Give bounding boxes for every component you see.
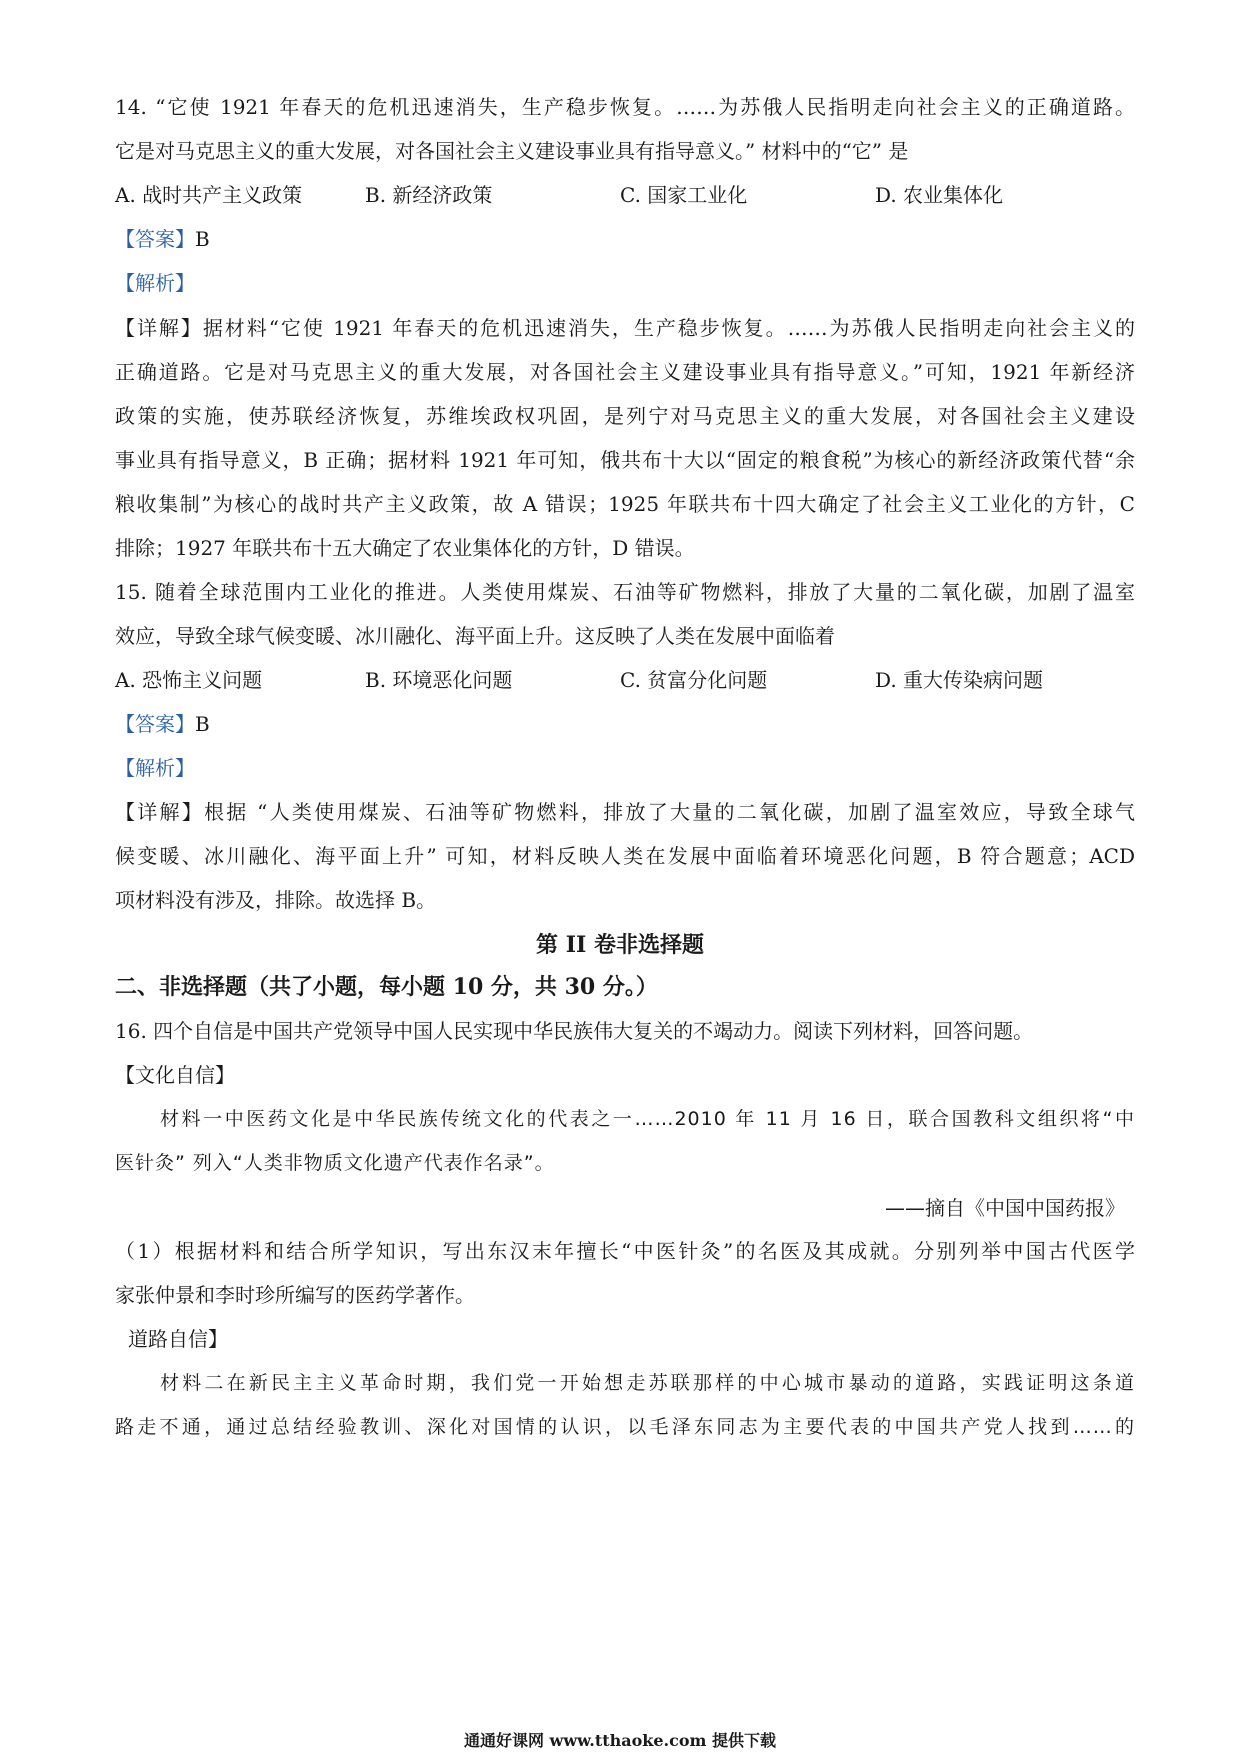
q15-detail-tag: 【详解】	[115, 800, 204, 824]
q14-option-d: D. 农业集体化	[875, 183, 1004, 207]
q14-option-b: B. 新经济政策	[365, 183, 493, 207]
q14-detail-line-5: 粮收集制”为核心的战时共产主义政策，故 A 错误；1925 年联共布十四大确定了社会主义工业化的方针，C	[115, 492, 1135, 516]
material2-line-1: 材料二在新民主主义革命时期，我们党一开始想走苏联那样的中心城市暴动的道路，实践证明这条道	[160, 1372, 1135, 1394]
material1-source: ——摘自《中国中国药报》	[885, 1196, 1125, 1220]
q14-answer-value: B	[195, 227, 210, 251]
q14-detail-line-2: 正确道路。它是对马克思主义的重大发展，对各国社会主义建设事业具有指导意义。”可知，1921 年新经济	[115, 360, 1135, 384]
q14-detail-line-4: 事业具有指导意义，B 正确；据材料 1921 年可知，俄共布十大以“固定的粮食税”为核心的新经济政策代替“余	[115, 448, 1135, 472]
q15-detail-line-1	[115, 797, 1135, 827]
q15-stem-line-2: 效应，导致全球气候变暖、冰川融化、海平面上升。这反映了人类在发展中面临着	[115, 624, 835, 648]
q15-options	[115, 665, 1135, 695]
q15-answer	[115, 709, 1135, 739]
footer-watermark: 通通好课网 www.tthaoke.com 提供下载	[463, 1731, 777, 1750]
q14-stem-line-1: 14. “它使 1921 年春天的危机迅速消失，生产稳步恢复。……为苏俄人民指明走向社会主义的正确道路。	[115, 95, 1135, 119]
q15-analysis-tag: 【解析】	[115, 756, 195, 780]
q16-stem: 16. 四个自信是中国共产党领导中国人民实现中华民族伟大复关的不竭动力。阅读下列材料，回答问题。	[115, 1019, 1034, 1043]
q15-stem-line-1: 15. 随着全球范围内工业化的推进。人类使用煤炭、石油等矿物燃料，排放了大量的二氧化碳，加剧了温室	[115, 580, 1135, 604]
q15-option-c: C. 贫富分化问题	[620, 668, 768, 692]
material2-line-2: 路走不通，通过总结经验教训、深化对国情的认识，以毛泽东同志为主要代表的中国共产党人找到……的	[115, 1416, 1135, 1438]
q14-answer	[115, 224, 1135, 254]
q14-detail-text-1: 据材料“它使 1921 年春天的危机迅速消失，生产稳步恢复。……为苏俄人民指明走向社会主义的	[202, 316, 1135, 340]
q14-detail-tag: 【详解】	[115, 316, 203, 340]
material1-line-1: 材料一中医药文化是中华民族传统文化的代表之一……2010 年 11 月 16 日，联合国教科文组织将“中	[160, 1108, 1135, 1130]
q15-answer-value: B	[195, 712, 210, 736]
q15-option-b: B. 环境恶化问题	[365, 668, 513, 692]
q14-detail-line-6: 排除；1927 年联共布十五大确定了农业集体化的方针，D 错误。	[115, 536, 695, 560]
section-title: 第 II 卷非选择题	[536, 932, 704, 958]
q15-detail-line-2: 候变暖、冰川融化、海平面上升” 可知，材料反映人类在发展中面临着环境恶化问题，B 符合题意；ACD	[115, 844, 1135, 868]
q16-sub1-line-2: 家张仲景和李时珍所编写的医药学著作。	[115, 1283, 475, 1307]
culture-confidence-tag: 【文化自信】	[115, 1063, 235, 1087]
q15-answer-tag: 【答案】	[115, 712, 195, 736]
material1-line-2: 医针灸” 列入“人类非物质文化遗产代表作名录”。	[115, 1152, 555, 1174]
q14-option-c: C. 国家工业化	[620, 183, 748, 207]
q14-detail-line-1	[115, 313, 1135, 343]
q15-option-d: D. 重大传染病问题	[875, 668, 1044, 692]
q14-detail-line-3: 政策的实施，使苏联经济恢复，苏维埃政权巩固，是列宁对马克思主义的重大发展，对各国社会主义建设	[115, 404, 1135, 428]
q15-detail-line-3: 项材料没有涉及，排除。故选择 B。	[115, 888, 437, 912]
q15-detail-text-1: 根据 “人类使用煤炭、石油等矿物燃料，排放了大量的二氧化碳，加剧了温室效应，导致全球气	[204, 800, 1135, 824]
q14-analysis-tag: 【解析】	[115, 271, 195, 295]
q16-sub1-line-1: （1）根据材料和结合所学知识，写出东汉末年擅长“中医针灸”的名医及其成就。分别列举中国古代医学	[115, 1239, 1135, 1263]
road-confidence-tag: 道路自信】	[128, 1327, 228, 1351]
q14-options	[115, 180, 1135, 210]
q14-option-a: A. 战时共产主义政策	[115, 183, 303, 207]
q14-answer-tag: 【答案】	[115, 227, 195, 251]
q15-option-a: A. 恐怖主义问题	[115, 668, 263, 692]
q14-stem-line-2: 它是对马克思主义的重大发展，对各国社会主义建设事业具有指导意义。” 材料中的“它” 是	[115, 139, 909, 163]
part2-heading: 二、非选择题（共了小题，每小题 10 分，共 30 分。）	[115, 974, 658, 1000]
